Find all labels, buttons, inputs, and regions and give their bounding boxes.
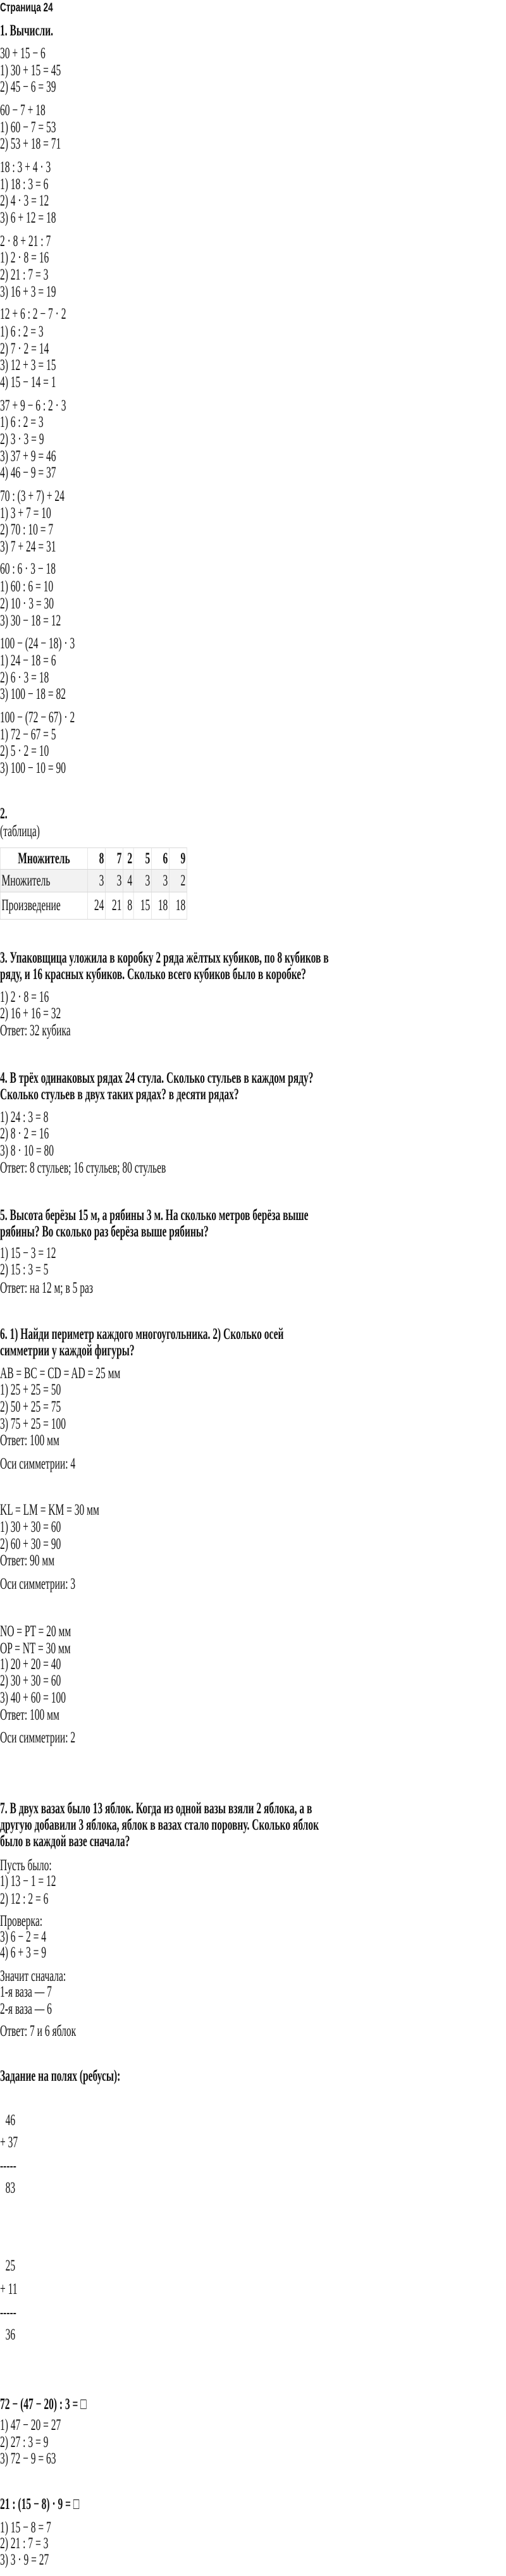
- solution-step: 3) 3 · 9 = 27: [0, 2551, 49, 2568]
- symmetry-axes-text: Оси симметрии: 4: [0, 1455, 76, 1472]
- answer-text: Ответ: 100 мм: [0, 1706, 59, 1723]
- solution-step: 3) 40 + 60 = 100: [0, 1689, 66, 1706]
- solution-step: 2) 60 + 30 = 90: [0, 1536, 61, 1553]
- table-cell: 3: [151, 870, 169, 892]
- solution-step: 1) 25 + 25 = 50: [0, 1381, 61, 1398]
- solution-step: 2) 27 : 3 = 9: [0, 2434, 49, 2451]
- given-lengths: AB = BC = CD = AD = 25 мм: [0, 1365, 121, 1382]
- rebus-sum: 83: [5, 2179, 16, 2197]
- table-cell: 5: [133, 848, 151, 870]
- rebus-line: -----: [0, 2157, 16, 2174]
- table-row: [0, 892, 187, 920]
- answer-text: Ответ: 90 мм: [0, 1552, 55, 1569]
- solution-step: 2) 7 · 2 = 14: [0, 340, 49, 357]
- solution-step: 2) 70 : 10 = 7: [0, 521, 54, 538]
- solution-step: 3) 16 + 3 = 19: [0, 283, 56, 300]
- solution-step: 1) 72 − 67 = 5: [0, 726, 56, 743]
- task-heading: 4. В трёх одинаковых рядах 24 стула. Сколько стульев в каждом ряду? Сколько стульев в двух таких рядах? в десяти рядах?: [0, 1069, 314, 1103]
- solution-step: 1) 20 + 20 = 40: [0, 1656, 61, 1673]
- solution-step: 2) 6 · 3 = 18: [0, 669, 49, 686]
- task-heading: 1. Вычисли.: [0, 22, 54, 39]
- solution-step: 2) 5 · 2 = 10: [0, 743, 49, 760]
- table-cell: 6: [151, 848, 169, 870]
- solution-line: 3) 6 − 2 = 4: [0, 1928, 47, 1945]
- solution-step: 2) 3 · 3 = 9: [0, 431, 44, 448]
- solution-step: 1) 15 − 8 = 7: [0, 2519, 51, 2536]
- rebus-line: -----: [0, 2304, 16, 2321]
- solution-step: 1) 2 · 8 = 16: [0, 989, 49, 1006]
- rebus-number: 46: [5, 2112, 16, 2129]
- solution-step: 2) 45 − 6 = 39: [0, 78, 56, 96]
- table-cell: 21: [106, 892, 123, 920]
- solution-step: 3) 12 + 3 = 15: [0, 357, 56, 374]
- table-cell: 2: [123, 848, 134, 870]
- expression: 21 : (15 − 8) · 9 = □: [0, 2496, 80, 2513]
- solution-step: 3) 75 + 25 = 100: [0, 1415, 66, 1433]
- solution-step: 1) 24 : 3 = 8: [0, 1109, 49, 1126]
- solution-step: 4) 15 − 14 = 1: [0, 374, 56, 391]
- expression: 100 − (72 − 67) · 2: [0, 709, 75, 726]
- solution-step: 1) 3 + 7 = 10: [0, 505, 51, 522]
- solution-line: Значит сначала:: [0, 1968, 66, 1985]
- table-cell: Произведение: [0, 892, 87, 920]
- solution-line: 1-я ваза — 7: [0, 1983, 52, 2000]
- given-lengths: NO = PT = 20 мм: [0, 1623, 71, 1640]
- expression: 30 + 15 − 6: [0, 45, 46, 62]
- solution-step: 2) 30 + 30 = 60: [0, 1672, 61, 1689]
- rebus-sum: 36: [5, 2326, 16, 2343]
- task-heading: 3. Упаковщица уложила в коробку 2 ряда жёлтых кубиков, по 8 кубиков в ряду, и 16 красных кубиков. Сколько всего кубиков было в коробке?: [0, 949, 329, 983]
- expression: 12 + 6 : 2 − 7 · 2: [0, 305, 66, 323]
- solution-step: 3) 100 − 10 = 90: [0, 760, 66, 777]
- expression: 70 : (3 + 7) + 24: [0, 488, 65, 505]
- table-row: [0, 870, 187, 892]
- solution-step: 3) 8 · 10 = 80: [0, 1142, 54, 1159]
- table-cell: 3: [133, 870, 151, 892]
- solution-step: 4) 46 − 9 = 37: [0, 464, 56, 481]
- expression: 18 : 3 + 4 · 3: [0, 159, 51, 176]
- solution-step: 3) 30 − 18 = 12: [0, 612, 61, 629]
- symmetry-axes-text: Оси симметрии: 3: [0, 1575, 76, 1593]
- table-cell: Множитель: [0, 870, 87, 892]
- task-heading: 6. 1) Найди периметр каждого многоугольника. 2) Сколько осей симметрии у каждой фигуры?: [0, 1326, 284, 1359]
- solution-step: 3) 7 + 24 = 31: [0, 538, 56, 555]
- solution-step: 2) 15 : 3 = 5: [0, 1261, 49, 1278]
- expression: 60 − 7 + 18: [0, 102, 46, 119]
- solution-step: 2) 4 · 3 = 12: [0, 192, 49, 209]
- solution-step: 2) 50 + 25 = 75: [0, 1398, 61, 1415]
- table-cell: 15: [133, 892, 151, 920]
- table-cell: 4: [123, 870, 134, 892]
- solution-step: 1) 15 − 3 = 12: [0, 1245, 56, 1262]
- table-cell: 18: [169, 892, 187, 920]
- table-cell: 24: [88, 892, 106, 920]
- solution-line: 2-я ваза — 6: [0, 2000, 52, 2018]
- solution-line: Пусть было:: [0, 1857, 52, 1874]
- solution-step: 1) 6 : 2 = 3: [0, 323, 44, 340]
- table-note: (таблица): [0, 823, 40, 840]
- solution-step: 3) 6 + 12 = 18: [0, 209, 56, 226]
- solution-step: 1) 60 − 7 = 53: [0, 119, 56, 136]
- solution-step: 1) 18 : 3 = 6: [0, 176, 49, 193]
- solution-line: Проверка:: [0, 1913, 43, 1930]
- solution-step: 2) 21 : 7 = 3: [0, 266, 49, 283]
- solution-line: 4) 6 + 3 = 9: [0, 1944, 47, 1961]
- table-header-row: [0, 848, 187, 870]
- task-heading: Задание на полях (ребусы):: [0, 2068, 121, 2085]
- expression: 2 · 8 + 21 : 7: [0, 233, 51, 250]
- table-cell: 18: [151, 892, 169, 920]
- task-heading: 7. В двух вазах было 13 яблок. Когда из одной вазы взяли 2 яблока, а в другую добавили 3 яблока, яблок в вазах стало поровну. Сколько яблок было в каждой вазе сначала?: [0, 1800, 319, 1850]
- answer-text: Ответ: 100 мм: [0, 1432, 59, 1449]
- solution-line: 2) 12 : 2 = 6: [0, 1890, 49, 1907]
- expression: 72 − (47 − 20) : 3 = □: [0, 2396, 87, 2413]
- given-lengths: KL = LM = KM = 30 мм: [0, 1501, 99, 1519]
- solution-line: 1) 13 − 1 = 12: [0, 1873, 56, 1890]
- table-cell: 8: [88, 848, 106, 870]
- solution-step: 1) 2 · 8 = 16: [0, 249, 49, 266]
- solution-step: 3) 100 − 18 = 82: [0, 686, 66, 703]
- solution-step: 2) 16 + 16 = 32: [0, 1005, 61, 1022]
- expression: 37 + 9 − 6 : 2 · 3: [0, 397, 66, 414]
- answer-text: Ответ: 32 кубика: [0, 1022, 71, 1039]
- rebus-addend: + 37: [0, 2134, 18, 2151]
- table-cell: 3: [88, 870, 106, 892]
- solution-step: 1) 30 + 30 = 60: [0, 1519, 61, 1536]
- solution-step: 1) 30 + 15 = 45: [0, 62, 61, 79]
- solution-step: 1) 47 − 20 = 27: [0, 2417, 61, 2434]
- solution-step: 1) 6 : 2 = 3: [0, 414, 44, 431]
- solution-step: 2) 21 : 7 = 3: [0, 2535, 49, 2552]
- task-heading: 5. Высота берёзы 15 м, а рябины 3 м. На сколько метров берёза выше рябины? Во сколько раз берёза выше рябины?: [0, 1207, 309, 1240]
- solution-step: 2) 53 + 18 = 71: [0, 135, 61, 152]
- table-cell: 7: [106, 848, 123, 870]
- solution-step: 1) 24 − 18 = 6: [0, 652, 56, 669]
- rebus-number: 25: [5, 2257, 16, 2274]
- given-lengths: OP = NT = 30 мм: [0, 1640, 71, 1657]
- table-cell: 2: [169, 870, 187, 892]
- solution-step: 2) 8 · 2 = 16: [0, 1125, 49, 1142]
- answer-text: Ответ: 8 стульев; 16 стульев; 80 стульев: [0, 1159, 166, 1176]
- solution-step: 1) 60 : 6 = 10: [0, 578, 54, 595]
- expression: 100 − (24 − 18) · 3: [0, 635, 75, 652]
- table-cell: 3: [106, 870, 123, 892]
- table-cell: 8: [123, 892, 134, 920]
- rebus-addend: + 11: [0, 2281, 18, 2298]
- multiplication-table: [0, 847, 187, 920]
- answer-text: Ответ: на 12 м; в 5 раз: [0, 1279, 94, 1297]
- table-cell: 9: [169, 848, 187, 870]
- task-heading: 2.: [0, 805, 8, 822]
- solution-step: 2) 10 · 3 = 30: [0, 595, 54, 612]
- solution-step: 3) 72 − 9 = 63: [0, 2450, 56, 2467]
- page-title: Страница 24: [0, 1, 53, 15]
- solution-step: 3) 37 + 9 = 46: [0, 448, 56, 465]
- table-cell: Множитель: [0, 848, 87, 870]
- solution-line: Ответ: 7 и 6 яблок: [0, 2023, 77, 2040]
- expression: 60 : 6 · 3 − 18: [0, 560, 56, 577]
- symmetry-axes-text: Оси симметрии: 2: [0, 1729, 76, 1746]
